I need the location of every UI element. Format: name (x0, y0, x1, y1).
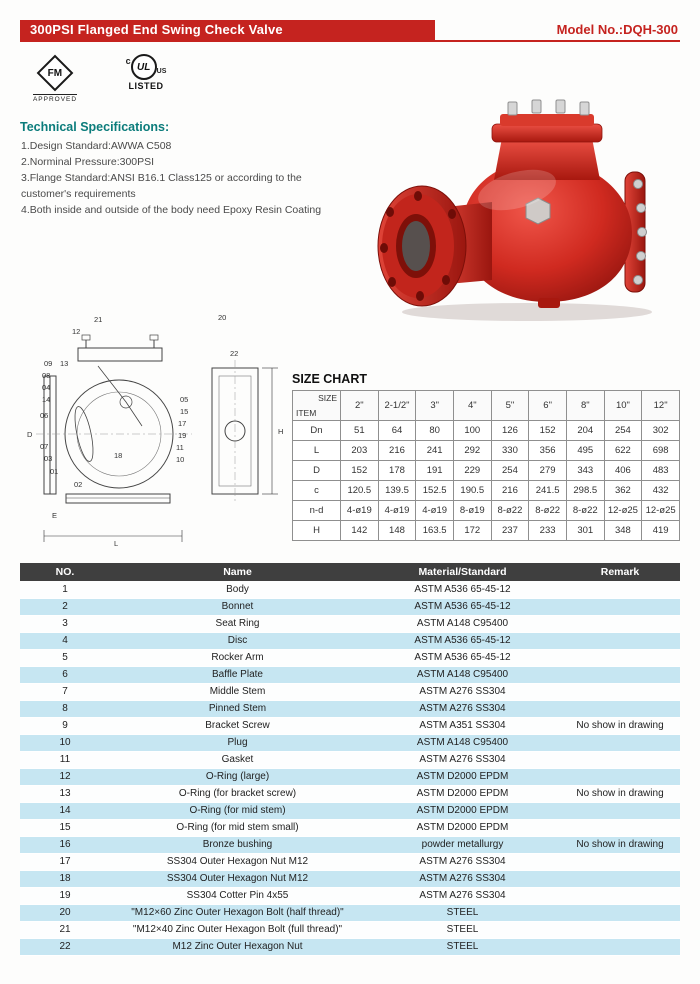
size-chart-head (293, 391, 680, 421)
part-no: 19 (20, 887, 110, 904)
parts-row (20, 700, 680, 717)
size-cell: 356 (529, 441, 567, 461)
drawing-callout: 21 (94, 315, 103, 324)
size-cell: 12-ø25 (642, 501, 680, 521)
size-chart-row (293, 501, 680, 521)
part-no: 22 (20, 938, 110, 955)
parts-row (20, 870, 680, 887)
part-name: SS304 Cotter Pin 4x55 (110, 887, 365, 904)
part-remark (560, 853, 680, 870)
part-remark (560, 734, 680, 751)
parts-row (20, 717, 680, 734)
part-name: Disc (110, 632, 365, 649)
parts-row (20, 836, 680, 853)
part-name: Bracket Screw (110, 717, 365, 734)
part-no: 6 (20, 666, 110, 683)
size-row-label: D (293, 461, 341, 481)
part-name: Body (110, 581, 365, 598)
part-material: ASTM A351 SS304 (365, 717, 560, 734)
size-chart-row (293, 481, 680, 501)
size-cell: 292 (453, 441, 491, 461)
part-remark (560, 870, 680, 887)
parts-table-head (20, 563, 680, 581)
part-no: 14 (20, 802, 110, 819)
size-chart-corner-cell (293, 391, 341, 421)
part-no: 15 (20, 819, 110, 836)
parts-row (20, 649, 680, 666)
part-material: ASTM A536 65-45-12 (365, 649, 560, 666)
part-remark (560, 598, 680, 615)
part-material: ASTM A276 SS304 (365, 870, 560, 887)
model-number: Model No.:DQH-300 (556, 22, 678, 37)
size-chart-row (293, 461, 680, 481)
part-name: "M12×40 Zinc Outer Hexagon Bolt (full thread)" (110, 921, 365, 938)
drawing-callout: L (114, 539, 119, 548)
part-material: ASTM A148 C95400 (365, 666, 560, 683)
size-cell: 330 (491, 441, 529, 461)
part-name: "M12×60 Zinc Outer Hexagon Bolt (half thread)" (110, 904, 365, 921)
size-column-header: 5" (491, 391, 529, 421)
part-no: 20 (20, 904, 110, 921)
size-cell: 237 (491, 521, 529, 541)
part-name: O-Ring (for mid stem small) (110, 819, 365, 836)
size-chart-table (292, 390, 680, 541)
drawing-callout: 14 (42, 395, 51, 404)
parts-row (20, 921, 680, 938)
size-cell: 148 (378, 521, 416, 541)
page-title: 300PSI Flanged End Swing Check Valve (20, 20, 435, 40)
part-name: M12 Zinc Outer Hexagon Nut (110, 938, 365, 955)
size-cell: 4-ø19 (416, 501, 454, 521)
valve-photo-svg (342, 80, 672, 325)
size-chart (292, 390, 680, 541)
part-material: ASTM D2000 EPDM (365, 768, 560, 785)
parts-table (20, 563, 680, 956)
size-cell: 4-ø19 (341, 501, 379, 521)
part-remark (560, 904, 680, 921)
size-cell: 229 (453, 461, 491, 481)
part-no: 13 (20, 785, 110, 802)
part-remark (560, 938, 680, 955)
drawing-callout: 15 (180, 407, 189, 416)
header-banner (20, 20, 680, 42)
parts-header-row (20, 563, 680, 581)
part-material: ASTM A276 SS304 (365, 887, 560, 904)
ul-listed-label: LISTED (128, 81, 164, 91)
part-no: 1 (20, 581, 110, 598)
specs-list (21, 139, 336, 219)
size-cell: 406 (604, 461, 642, 481)
ul-circle-icon (131, 54, 157, 80)
valve-product-image (342, 80, 672, 325)
part-no: 8 (20, 700, 110, 717)
part-remark (560, 819, 680, 836)
spec-item: 2.Norminal Pressure:300PSI (21, 156, 155, 169)
part-no: 9 (20, 717, 110, 734)
size-row-label: n-d (293, 501, 341, 521)
size-cell: 204 (566, 421, 604, 441)
spec-item: 3.Flange Standard:ANSI B16.1 Class125 or according to the customer's requirements (21, 172, 302, 200)
part-no: 4 (20, 632, 110, 649)
part-no: 11 (20, 751, 110, 768)
size-cell: 8-ø22 (566, 501, 604, 521)
parts-row (20, 751, 680, 768)
parts-row (20, 904, 680, 921)
size-chart-heading: SIZE CHART (292, 372, 367, 386)
part-remark (560, 632, 680, 649)
size-row-label: H (293, 521, 341, 541)
size-cell: 172 (453, 521, 491, 541)
part-remark: No show in drawing (560, 717, 680, 734)
size-cell: 302 (642, 421, 680, 441)
size-cell: 254 (491, 461, 529, 481)
part-material: ASTM A276 SS304 (365, 751, 560, 768)
parts-column-header: Name (110, 563, 365, 581)
parts-row (20, 734, 680, 751)
part-remark (560, 921, 680, 938)
part-remark (560, 666, 680, 683)
part-remark (560, 615, 680, 632)
size-cell: 51 (341, 421, 379, 441)
ul-mark-label: UL (136, 61, 151, 73)
part-material: ASTM D2000 EPDM (365, 785, 560, 802)
drawing-callout: 10 (176, 455, 185, 464)
drawing-callout: 19 (178, 431, 187, 440)
part-material: powder metallurgy (365, 836, 560, 853)
size-cell: 139.5 (378, 481, 416, 501)
size-cell: 343 (566, 461, 604, 481)
parts-table-body (20, 581, 680, 955)
size-cell: 8-ø22 (491, 501, 529, 521)
part-name: SS304 Outer Hexagon Nut M12 (110, 853, 365, 870)
parts-column-header: Remark (560, 563, 680, 581)
size-cell: 241 (416, 441, 454, 461)
part-material: STEEL (365, 921, 560, 938)
size-cell: 190.5 (453, 481, 491, 501)
part-remark: No show in drawing (560, 836, 680, 853)
fm-diamond-icon (37, 55, 74, 92)
size-row-label: L (293, 441, 341, 461)
size-cell: 216 (378, 441, 416, 461)
size-corner-bottom-label: ITEM (296, 408, 317, 418)
technical-drawing (22, 306, 290, 554)
part-name: SS304 Outer Hexagon Nut M12 (110, 870, 365, 887)
size-column-header: 10" (604, 391, 642, 421)
size-cell: 8-ø22 (529, 501, 567, 521)
part-no: 18 (20, 870, 110, 887)
part-material: ASTM A148 C95400 (365, 615, 560, 632)
size-row-label: c (293, 481, 341, 501)
spec-item: 4.Both inside and outside of the body need Epoxy Resin Coating (21, 203, 322, 216)
part-material: STEEL (365, 904, 560, 921)
part-no: 5 (20, 649, 110, 666)
part-name: Rocker Arm (110, 649, 365, 666)
parts-row (20, 938, 680, 955)
parts-row (20, 598, 680, 615)
part-material: ASTM D2000 EPDM (365, 802, 560, 819)
part-name: Baffle Plate (110, 666, 365, 683)
part-name: Bronze bushing (110, 836, 365, 853)
size-cell: 698 (642, 441, 680, 461)
part-remark (560, 700, 680, 717)
certification-logos (24, 54, 176, 106)
drawing-callout: 13 (60, 359, 69, 368)
dimension-lines (44, 368, 278, 542)
size-cell: 80 (416, 421, 454, 441)
parts-column-header: Material/Standard (365, 563, 560, 581)
size-chart-header-row (293, 391, 680, 421)
part-material: ASTM A276 SS304 (365, 853, 560, 870)
part-no: 16 (20, 836, 110, 853)
parts-row (20, 819, 680, 836)
ul-listed-logo (116, 54, 176, 91)
bonnet-bolts (508, 100, 589, 115)
size-column-header: 8" (566, 391, 604, 421)
size-column-header: 2-1/2" (378, 391, 416, 421)
parts-row (20, 581, 680, 598)
parts-list (20, 563, 680, 956)
part-no: 10 (20, 734, 110, 751)
part-material: ASTM D2000 EPDM (365, 819, 560, 836)
size-cell: 301 (566, 521, 604, 541)
drawing-callout: 01 (50, 467, 59, 476)
part-no: 12 (20, 768, 110, 785)
size-cell: 100 (453, 421, 491, 441)
part-name: Bonnet (110, 598, 365, 615)
part-name: Plug (110, 734, 365, 751)
parts-row (20, 887, 680, 904)
size-column-header: 6" (529, 391, 567, 421)
specs-heading: Technical Specifications: (20, 120, 170, 134)
size-cell: 4-ø19 (378, 501, 416, 521)
part-remark (560, 649, 680, 666)
size-cell: 120.5 (341, 481, 379, 501)
drawing-callout: 07 (40, 442, 49, 451)
drawing-callout: 22 (230, 349, 239, 358)
part-name: O-Ring (for bracket screw) (110, 785, 365, 802)
part-name: O-Ring (for mid stem) (110, 802, 365, 819)
part-remark (560, 751, 680, 768)
part-no: 2 (20, 598, 110, 615)
part-name: Seat Ring (110, 615, 365, 632)
size-cell: 178 (378, 461, 416, 481)
part-material: ASTM A276 SS304 (365, 700, 560, 717)
part-name: O-Ring (large) (110, 768, 365, 785)
part-material: ASTM A148 C95400 (365, 734, 560, 751)
part-no: 7 (20, 683, 110, 700)
part-name: Gasket (110, 751, 365, 768)
part-remark (560, 887, 680, 904)
drawing-callout: 03 (44, 454, 53, 463)
part-remark (560, 581, 680, 598)
size-cell: 233 (529, 521, 567, 541)
size-cell: 483 (642, 461, 680, 481)
spec-item: 1.Design Standard:AWWA C508 (21, 140, 172, 152)
drawing-callout: 18 (114, 451, 123, 460)
size-cell: 348 (604, 521, 642, 541)
drawing-callout: H (278, 427, 284, 436)
part-material: ASTM A536 65-45-12 (365, 581, 560, 598)
size-cell: 419 (642, 521, 680, 541)
size-column-header: 12" (642, 391, 680, 421)
ul-us-label: US (156, 68, 167, 75)
part-no: 17 (20, 853, 110, 870)
size-cell: 191 (416, 461, 454, 481)
size-cell: 8-ø19 (453, 501, 491, 521)
part-material: STEEL (365, 938, 560, 955)
drawing-callout: 04 (42, 383, 51, 392)
size-cell: 432 (642, 481, 680, 501)
size-cell: 362 (604, 481, 642, 501)
part-material: ASTM A536 65-45-12 (365, 598, 560, 615)
drawing-callout: 02 (74, 480, 83, 489)
size-corner-top-label: SIZE (318, 393, 337, 403)
part-remark: No show in drawing (560, 785, 680, 802)
size-cell: 203 (341, 441, 379, 461)
parts-column-header: NO. (20, 563, 110, 581)
parts-row (20, 615, 680, 632)
size-cell: 298.5 (566, 481, 604, 501)
size-cell: 279 (529, 461, 567, 481)
parts-row (20, 683, 680, 700)
size-cell: 622 (604, 441, 642, 461)
ul-c-label: c (125, 56, 131, 66)
size-cell: 152.5 (416, 481, 454, 501)
size-cell: 216 (491, 481, 529, 501)
size-cell: 126 (491, 421, 529, 441)
size-cell: 12-ø25 (604, 501, 642, 521)
parts-row (20, 632, 680, 649)
parts-row (20, 785, 680, 802)
size-column-header: 4" (453, 391, 491, 421)
size-chart-body (293, 421, 680, 541)
drawing-callout: 08 (42, 371, 51, 380)
part-name: Pinned Stem (110, 700, 365, 717)
technical-drawing-svg (22, 306, 290, 554)
size-cell: 152 (529, 421, 567, 441)
size-cell: 152 (341, 461, 379, 481)
parts-row (20, 802, 680, 819)
size-cell: 495 (566, 441, 604, 461)
part-material: ASTM A536 65-45-12 (365, 632, 560, 649)
drawing-callout: 17 (178, 419, 187, 428)
part-remark (560, 768, 680, 785)
fm-approved-label: APPROVED (32, 96, 78, 103)
drawing-callout: 09 (44, 359, 53, 368)
size-cell: 163.5 (416, 521, 454, 541)
drawing-callout: 06 (40, 411, 49, 420)
drawing-callout: 11 (176, 443, 184, 452)
size-cell: 254 (604, 421, 642, 441)
part-name: Middle Stem (110, 683, 365, 700)
part-no: 3 (20, 615, 110, 632)
size-chart-row (293, 421, 680, 441)
size-chart-row (293, 521, 680, 541)
parts-row (20, 853, 680, 870)
drawing-callout: 05 (180, 395, 189, 404)
drawing-callout: D (27, 430, 33, 439)
drawing-callout: 12 (72, 327, 81, 336)
parts-row (20, 666, 680, 683)
size-cell: 142 (341, 521, 379, 541)
part-no: 21 (20, 921, 110, 938)
size-column-header: 3" (416, 391, 454, 421)
part-remark (560, 683, 680, 700)
drawing-callout: E (52, 511, 58, 520)
size-cell: 241.5 (529, 481, 567, 501)
drawing-callout: 20 (218, 313, 227, 322)
size-cell: 64 (378, 421, 416, 441)
parts-row (20, 768, 680, 785)
fm-mark-label: FM (47, 67, 63, 79)
size-row-label: Dn (293, 421, 341, 441)
part-material: ASTM A276 SS304 (365, 683, 560, 700)
size-column-header: 2" (341, 391, 379, 421)
size-chart-row (293, 441, 680, 461)
fm-approved-logo (24, 54, 86, 106)
part-remark (560, 802, 680, 819)
